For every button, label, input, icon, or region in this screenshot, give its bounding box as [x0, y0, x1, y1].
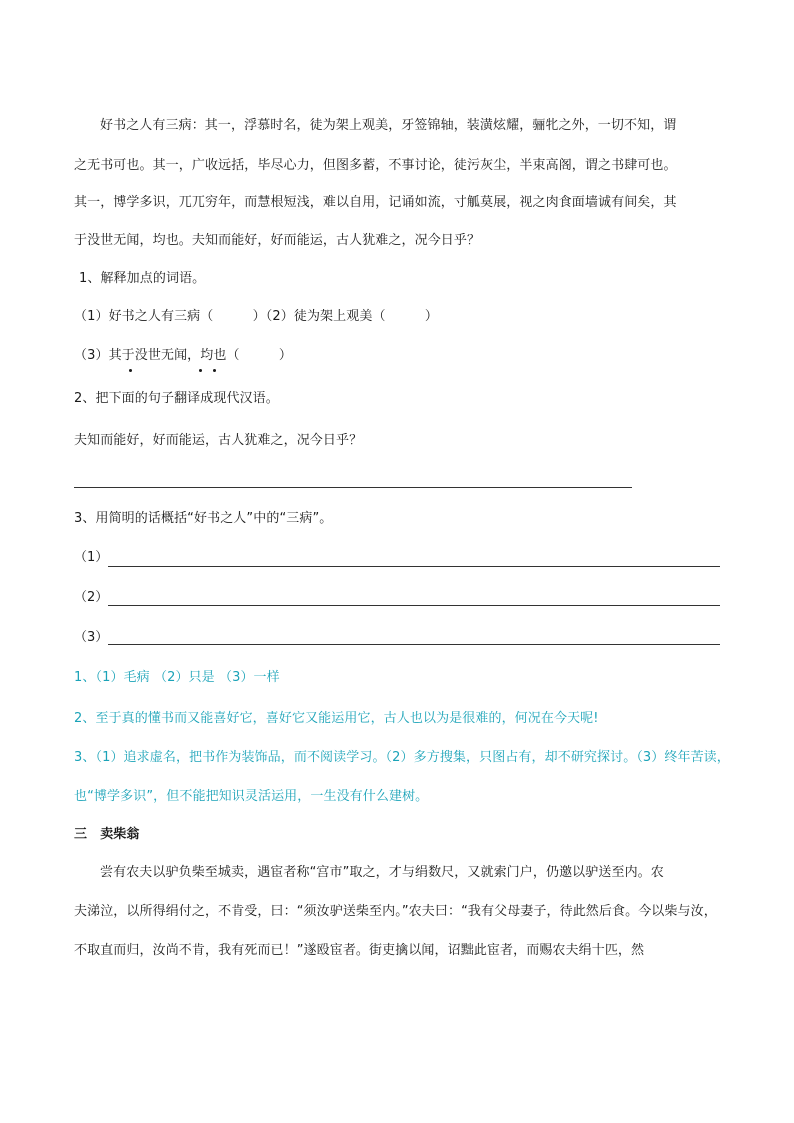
question-2-sentence: 夫知而能好，好而能运，古人犹难之，况今日乎？ — [74, 433, 363, 448]
answer-row-label-1: （1） — [74, 550, 109, 565]
answer-key-3-line-2: 也“博学多识”，但不能把知识灵活运用，一生没有什么建树。 — [74, 789, 429, 804]
question-1-row-2: （3）其于没世无闻，均也（ ） — [74, 348, 292, 363]
answer-line-3[interactable] — [108, 644, 720, 645]
translation-answer-line[interactable] — [74, 487, 632, 488]
answer-row-label-2: （2） — [74, 590, 109, 605]
passage-line-1: 好书之人有三病：其一，浮慕时名，徒为架上观美，牙签锦轴，装潢炫耀，骊牝之外，一切不知，谓 — [100, 118, 677, 133]
answer-key-3-line-1: 3、（1）追求虚名，把书作为装饰品，而不阅读学习。（2）多方搜集，只图占有，却不研究探讨。（3）终年苦读， — [74, 750, 730, 765]
section-line-1: 尝有农夫以驴负柴至城卖，遇宦者称“宫市”取之，才与绢数尺，又就索门户，仍邀以驴送至内。农 — [100, 865, 664, 880]
section-line-3: 不取直而归，汝尚不肯，我有死而已！”遂殴宦者。街吏擒以闻，诏黜此宦者，而赐农夫绢十匹，然 — [74, 943, 645, 958]
answer-key-2: 2、至于真的懂书而又能喜好它，喜好它又能运用它，古人也以为是很难的，何况在今天呢! — [74, 711, 599, 726]
answer-row-label-3: （3） — [74, 630, 109, 645]
answer-line-2[interactable] — [108, 605, 720, 606]
answer-key-1: 1、（1）毛病 （2）只是 （3）一样 — [74, 670, 280, 685]
section-heading: 三 卖柴翁 — [74, 827, 140, 842]
answer-line-1[interactable] — [108, 566, 720, 567]
question-1-row-1: （1）好书之人有三病（ ）（2）徒为架上观美（ ） — [74, 309, 438, 324]
question-1-title: 1、解释加点的词语。 — [79, 271, 206, 286]
passage-line-3: 其一，博学多识，兀兀穷年，而慧根短浅，难以自用，记诵如流，寸觚莫展，视之肉食面墙诚有间矣，其 — [74, 195, 677, 210]
section-line-2: 夫涕泣，以所得绢付之，不肯受，曰：“须汝驴送柴至内。”农夫曰：“我有父母妻子，待此然后食。今以柴与汝， — [74, 904, 717, 919]
passage-line-4: 于没世无闻，均也。夫知而能好，好而能运，古人犹难之，况今日乎？ — [74, 233, 481, 248]
question-2-title: 2、把下面的句子翻译成现代汉语。 — [74, 391, 279, 406]
passage-line-2: 之无书可也。其一，广收远括，毕尽心力，但图多蓄，不事讨论，徒污灰尘，半束高阁，谓之书肆可也。 — [74, 158, 677, 173]
question-3-title: 3、用简明的话概括“好书之人”中的“三病”。 — [74, 511, 333, 526]
